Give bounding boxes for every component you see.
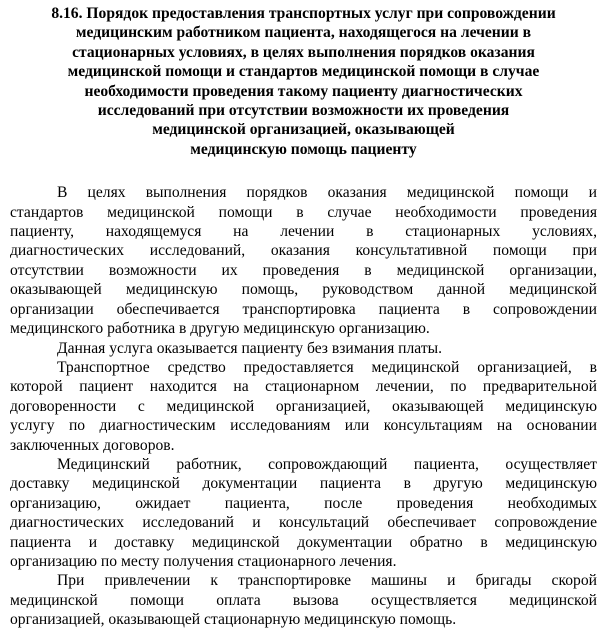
paragraph-line: заключенных договоров. (10, 436, 175, 454)
paragraph-line: организацией, оказывающей стационарную медицинскую помощь. (10, 611, 457, 629)
section-heading (10, 4, 597, 159)
paragraph-free-of-charge (10, 339, 597, 358)
paragraph-line: При привлечении к транспортировке машины и бригады скорой (57, 572, 597, 590)
paragraph-line: пациенту, находящемуся на лечении в стационарных условиях, (10, 223, 597, 241)
paragraph-line: организацию по месту получения стационарного лечения. (10, 552, 397, 570)
paragraph-line: Транспортное средство предоставляется медицинской организацией, в (57, 358, 597, 376)
paragraph-line: услугу по диагностическим исследованиям или консультациям на основании (10, 417, 597, 435)
heading-line: медицинскую помощь пациенту (190, 140, 417, 158)
spacer (10, 159, 597, 183)
heading-line: медицинской организацией, оказывающей (152, 121, 455, 139)
paragraph-line: организации обеспечивается транспортировка пациента в сопровождении (10, 300, 597, 318)
paragraph-line: пациента и доставку медицинской документации обратно в медицинскую (10, 533, 597, 551)
paragraph-line: организацию, ожидает пациента, после проведения необходимых (10, 494, 597, 512)
paragraph-line: которой пациент находится на стационарном лечении, по предварительной (10, 378, 597, 396)
paragraph-line: медицинского работника в другую медицинскую организацию. (10, 320, 430, 338)
heading-line: исследований при отсутствии возможности их проведения (97, 102, 510, 120)
paragraph-line: стандартов медицинской помощи в случае необходимости проведения (10, 203, 597, 221)
paragraph-line: отсутствии возможности их проведения в медицинской организации, (10, 261, 597, 279)
heading-line: 8.16. Порядок предоставления транспортных услуг при сопровождении (51, 5, 556, 22)
paragraph-line: Данная услуга оказывается пациенту без взимания платы. (57, 339, 443, 357)
paragraph-line: оказывающей медицинскую помощь, руководством данной медицинской (10, 281, 597, 299)
heading-line: медицинской помощи и стандартов медицинской помощи в случае (67, 63, 540, 81)
heading-line: стационарных условиях, в целях выполнения порядков оказания (72, 43, 535, 61)
heading-line: необходимости проведения такому пациенту диагностических (84, 82, 523, 100)
paragraph-line: диагностических исследований, оказания консультативной помощи при (10, 242, 597, 260)
paragraph-line: договоренности с медицинской организацией, оказывающей медицинскую (10, 397, 597, 415)
paragraph-line: Медицинский работник, сопровождающий пациента, осуществляет (57, 455, 597, 473)
paragraph-ambulance (10, 571, 597, 629)
paragraph-line: В целях выполнения порядков оказания медицинской помощи и (57, 184, 597, 202)
paragraph-medical-worker (10, 455, 597, 571)
paragraph-line: медицинской помощи оплата вызова осуществляется медицинской (10, 591, 597, 609)
heading-line: медицинским работником пациента, находящегося на лечении в (75, 24, 532, 42)
paragraph-line: доставку медицинской документации пациента в другую медицинскую (10, 475, 597, 493)
paragraph-line: диагностических исследований и консультаций обеспечивает сопровождение (10, 514, 597, 532)
paragraph-vehicle (10, 358, 597, 455)
paragraph-transport-purpose (10, 183, 597, 338)
